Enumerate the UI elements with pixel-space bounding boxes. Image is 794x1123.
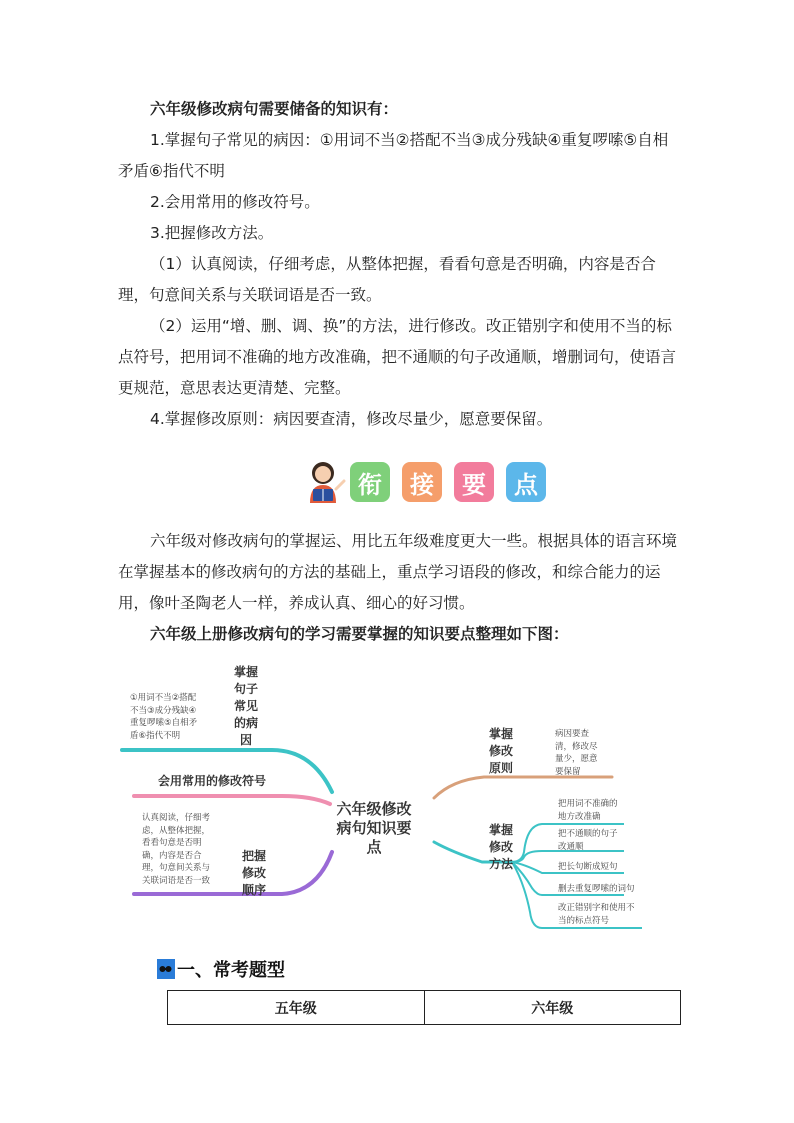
section-marker-icon [157, 959, 175, 979]
knowledge-heading: 六年级修改病句需要储备的知识有： [150, 100, 399, 118]
mindmap-b3-label: 把握修改顺序 [241, 849, 266, 897]
mindmap-b2-label: 会用常用的修改符号 [157, 774, 266, 788]
mindmap-b5-item-1: 把用词不准确的地方改准确 [558, 799, 618, 822]
mindmap-b5-item-4: 删去重复啰嗦的词句 [558, 884, 635, 894]
mindmap-center: 六年级修改病句知识要点 [336, 800, 412, 856]
knowledge-mindmap [112, 652, 660, 934]
section-title: 一、常考题型 [177, 960, 285, 981]
knowledge-item-3-1: （1）认真阅读，仔细考虑，从整体把握，看看句意是否明确，内容是否合理，句意间关系与关联词语是否一致。 [118, 255, 656, 304]
banner-tile-2: 接 [402, 462, 442, 502]
knowledge-item-2: 2.会用常用的修改符号。 [150, 193, 320, 211]
bridge-paragraph: 六年级对修改病句的掌握运、用比五年级难度更大一些。根据具体的语言环境在掌握基本的修改病句的方法的基础上，重点学习语段的修改，和综合能力的运用，像叶圣陶老人一样，养成认真、细心的好习惯。 [118, 532, 678, 612]
banner-tile-3: 要 [454, 462, 494, 502]
mindmap-b1-label: 掌握句子常见的病因 [234, 665, 259, 747]
summary-line: 六年级上册修改病句的学习需要掌握的知识要点整理如下图： [150, 625, 569, 643]
mindmap-b3-detail: 认真阅读，仔细考虑，从整体把握，看看句意是否明确，内容是否合理，句意间关系与关联词语是否一致 [142, 813, 211, 886]
knowledge-item-4: 4.掌握修改原则：病因要查清，修改尽量少，愿意要保留。 [150, 410, 553, 428]
mindmap-b4-label: 掌握修改原则 [488, 727, 513, 775]
banner-tile-4: 点 [506, 462, 546, 502]
knowledge-item-3-2: （2）运用“增、删、调、换”的方法，进行修改。改正错别字和使用不当的标点符号，把用词不准确的地方改准确，把不通顺的句子改通顺，增删词句，使语言更规范，意思表达更清楚、完整。 [118, 317, 677, 397]
grade-col-5: 五年级 [168, 991, 425, 1025]
mindmap-b5-label: 掌握修改方法 [488, 823, 513, 871]
mindmap-b1-detail: ①用词不当②搭配不当③成分残缺④重复啰嗦⑤自相矛盾⑥指代不明 [130, 693, 198, 741]
grade-col-6: 六年级 [424, 991, 681, 1025]
section-banner [300, 459, 558, 505]
grade-table [167, 990, 681, 1025]
knowledge-item-1: 1.掌握句子常见的病因：①用词不当②搭配不当③成分残缺④重复啰嗦⑤自相矛盾⑥指代不明 [118, 131, 669, 180]
section-heading [157, 957, 285, 981]
knowledge-item-3: 3.把握修改方法。 [150, 224, 274, 242]
mindmap-b4-detail: 病因要查清，修改尽量少，愿意要保留 [555, 729, 598, 777]
mindmap-b5-item-5: 改正错别字和使用不当的标点符号 [558, 903, 635, 926]
mindmap-b5-item-2: 把不通顺的句子改通顺 [558, 829, 618, 852]
banner-tile-1: 衔 [350, 462, 390, 502]
mindmap-b5-item-3: 把长句断成短句 [558, 862, 618, 872]
teacher-icon [300, 459, 346, 505]
grade-table-header-row [168, 991, 681, 1025]
